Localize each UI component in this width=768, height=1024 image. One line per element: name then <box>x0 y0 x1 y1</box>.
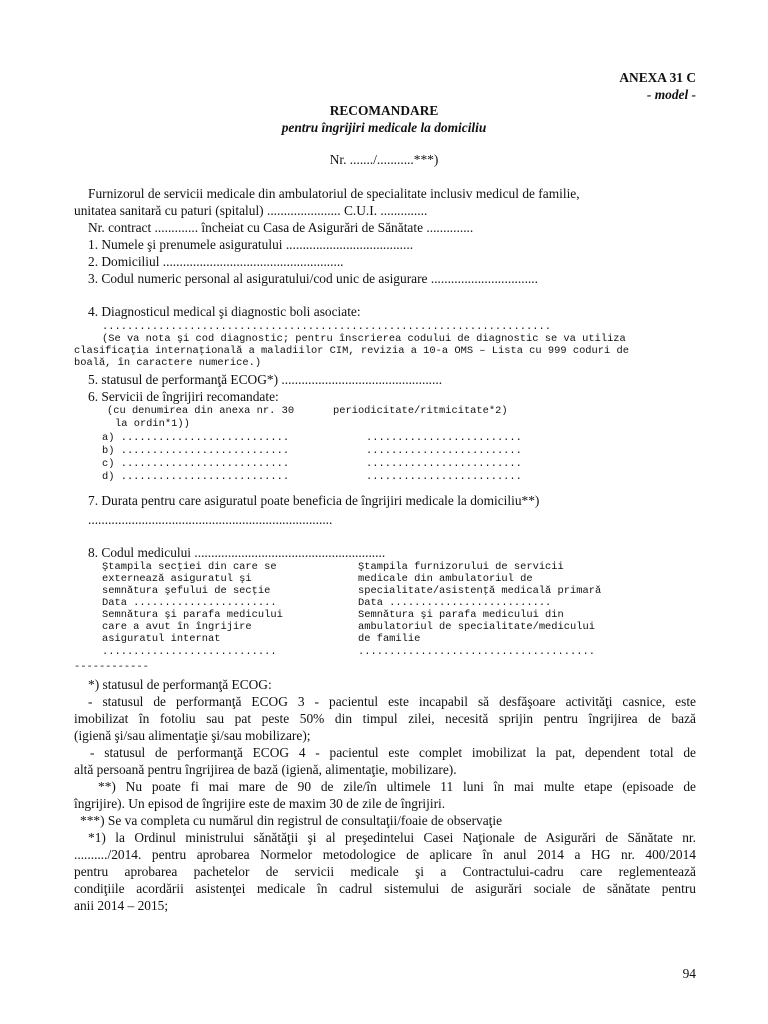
footnote-order-line-1: *1) la Ordinul ministrului sănătăţii şi al preşedintelui Casei Naţionale de Asigurări de Sănătate nr. <box>88 830 696 845</box>
sig-right-line-7: de familie <box>358 633 421 645</box>
service-row-d: d) ........................... <box>102 471 290 483</box>
page-number: 94 <box>682 966 696 981</box>
footnote-ecog-title: *) statusul de performanţă ECOG: <box>88 677 272 692</box>
sig-left-line-5: Semnătura şi parafa medicului <box>102 609 283 621</box>
sig-left-line-2: externează asiguratul şi <box>102 573 252 585</box>
footnote-ecog4-line-1: - statusul de performanţă ECOG 4 - pacientul este complet imobilizat la pat, dependent total de <box>90 745 696 760</box>
footnote-register: ***) Se va completa cu numărul din registrul de consultaţii/foaie de observaţie <box>80 813 503 828</box>
intro-line-3: Nr. contract ............. încheiat cu Casa de Asigurări de Sănătate .............. <box>88 220 474 235</box>
item-4-dots: ........................................................................ <box>102 321 551 333</box>
footnote-order-line-4: condiţiile acordării asistenţei medicale în cadrul sistemului de asigurări sociale de sănătate pentru <box>74 881 696 896</box>
footnote-ecog3-line-2: imobilizat în fotoliu sau pat peste 50% din timpul zilei, necesită sprijin pentru îngrijirea de bază <box>74 711 696 726</box>
sig-right-line-8: ...................................... <box>358 646 595 658</box>
sig-left-line-1: Ştampila secţiei din care se <box>102 561 277 573</box>
footnote-order-line-2: ........../2014. pentru aprobarea Normelor metodologice de aplicare în anul 2014 a HG nr. 400/2014 <box>74 847 696 862</box>
service-row-c-period: ......................... <box>366 458 522 470</box>
document-subtitle: pentru îngrijiri medicale la domiciliu <box>281 120 487 135</box>
item-6-col2-header: periodicitate/ritmicitate*2) <box>333 405 508 417</box>
document-number: Nr. ......./...........***) <box>329 152 439 167</box>
service-row-d-period: ......................... <box>366 471 522 483</box>
footnote-ecog3-line-3: (igienă şi/sau alimentaţie şi/sau mobilizare); <box>74 728 311 743</box>
service-row-b: b) ........................... <box>102 445 290 457</box>
item-4-note-2: clasificaţia internaţională a maladiilor CIM, revizia a 10-a OMS – Lista cu 999 coduri de <box>74 345 629 357</box>
footnote-ecog3-line-1: - statusul de performanţă ECOG 3 - pacientul este incapabil să desfăşoare activităţi casnice, este <box>88 694 696 709</box>
item-6-col1-header: (cu denumirea din anexa nr. 30 <box>107 405 295 417</box>
service-row-c: c) ........................... <box>102 458 290 470</box>
item-7-dots: ......................................................................... <box>88 512 333 527</box>
service-row-b-period: ......................... <box>366 445 522 457</box>
item-8: 8. Codul medicului ......................................................... <box>88 545 386 560</box>
footnote-duration-line-2: îngrijire). Un episod de îngrijire este de maxim 30 de zile de îngrijiri. <box>74 796 446 811</box>
sig-left-line-4: Data ....................... <box>102 597 277 609</box>
item-5: 5. statusul de performanţă ECOG*) ................................................ <box>88 372 443 387</box>
item-7: 7. Durata pentru care asiguratul poate beneficia de îngrijiri medicale la domiciliu**) <box>88 493 540 508</box>
sig-left-line-3: semnătura şefului de secţie <box>102 585 271 597</box>
item-2: 2. Domiciliul ...................................................... <box>88 254 344 269</box>
item-3: 3. Codul numeric personal al asiguratului/cod unic de asigurare ................................ <box>88 271 538 286</box>
intro-line-2: unitatea sanitară cu paturi (spitalul) ...................... C.U.I. .............. <box>74 203 428 218</box>
sig-right-line-1: Ştampila furnizorului de servicii <box>358 561 564 573</box>
item-6-col1-header-b: la ordin*1)) <box>115 418 190 430</box>
item-1: 1. Numele şi prenumele asiguratului ...................................... <box>88 237 414 252</box>
intro-line-1: Furnizorul de servicii medicale din ambulatoriul de specialitate inclusiv medicul de familie, <box>88 186 580 201</box>
document-title: RECOMANDARE <box>329 103 439 118</box>
footnote-ecog4-line-2: altă persoană pentru îngrijirea de bază (igienă, alimentaţie, mobilizare). <box>74 762 457 777</box>
annex-label: ANEXA 31 C <box>619 70 696 85</box>
footnote-order-line-3: pentru aprobarea pachetelor de servicii medicale şi a Contractului-cadru care reglementează <box>74 864 696 879</box>
footnote-separator: ------------ <box>74 661 149 673</box>
item-4: 4. Diagnosticul medical şi diagnostic boli asociate: <box>88 304 361 319</box>
sig-right-line-3: specialitate/asistenţă medicală primară <box>358 585 602 597</box>
sig-left-line-7: asiguratul internat <box>102 633 221 645</box>
footnote-order-line-5: anii 2014 – 2015; <box>74 898 169 913</box>
sig-left-line-6: care a avut în îngrijire <box>102 621 252 633</box>
sig-right-line-6: ambulatoriul de specialitate/medicului <box>358 621 595 633</box>
footnote-duration-line-1: **) Nu poate fi mai mare de 90 de zile/în ultimele 11 luni în mai multe etape (episoade de <box>98 779 696 794</box>
model-label: - model - <box>646 87 696 102</box>
sig-right-line-2: medicale din ambulatoriul de <box>358 573 533 585</box>
item-4-note-1: (Se va nota şi cod diagnostic; pentru înscrierea codului de diagnostic se va utiliza <box>102 333 626 345</box>
service-row-a-period: ......................... <box>366 432 522 444</box>
sig-left-line-8: ............................ <box>102 646 277 658</box>
sig-right-line-4: Data .......................... <box>358 597 552 609</box>
service-row-a: a) ........................... <box>102 432 290 444</box>
item-4-note-3: boală, în caractere numerice.) <box>74 357 262 369</box>
sig-right-line-5: Semnătura şi parafa medicului din <box>358 609 564 621</box>
item-6: 6. Servicii de îngrijiri recomandate: <box>88 389 279 404</box>
